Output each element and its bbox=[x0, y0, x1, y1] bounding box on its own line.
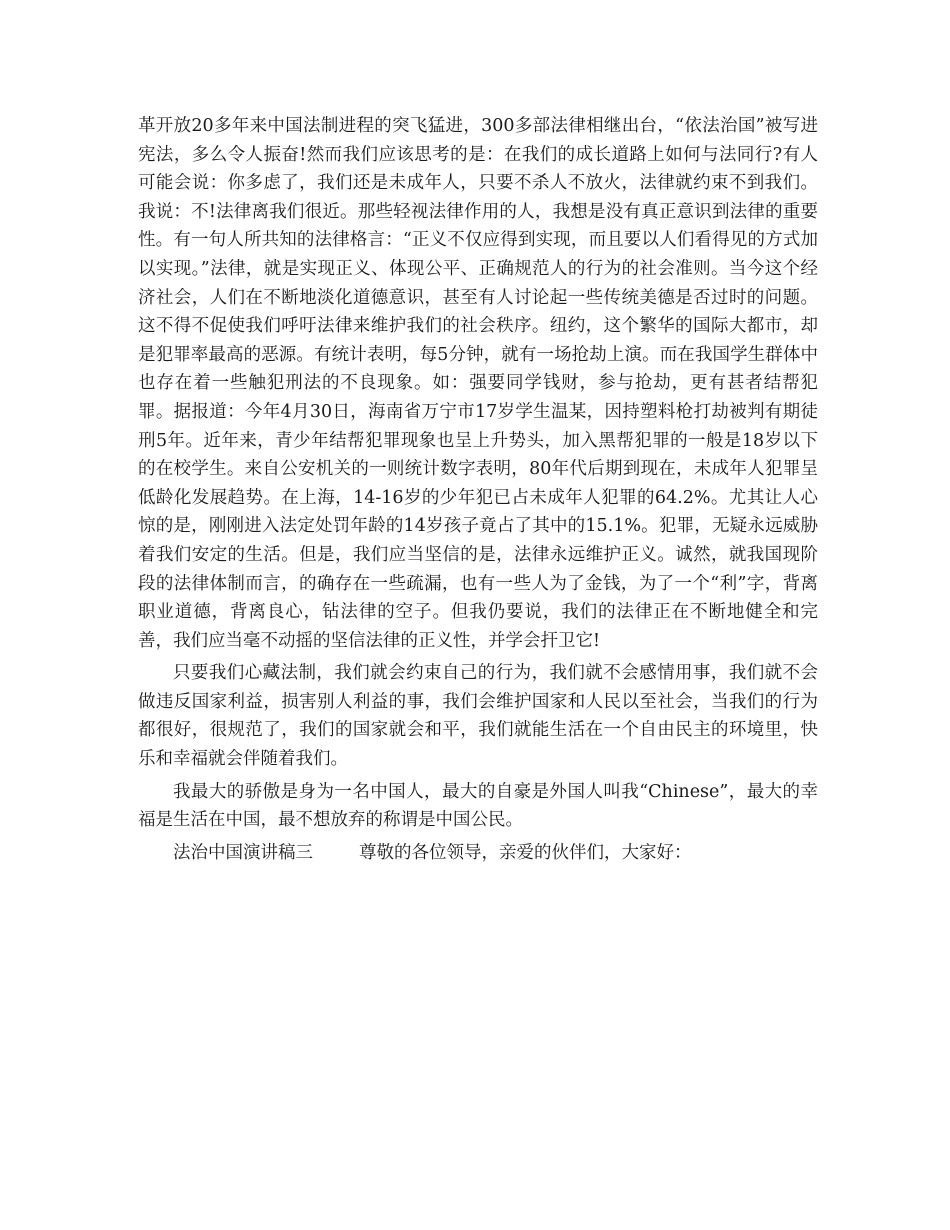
paragraph-1: 革开放20多年来中国法制进程的突飞猛进，300多部法律相继出台，“依法治国”被写进宪法，多么令人振奋!然而我们应该思考的是：在我们的成长道路上如何与法同行?有人可能会说：你多虑了，我们还是未成年人，只要不杀人不放火，法律就约束不到我们。我说：不!法律离我们很近。那些轻视法律作用的人，我想是没有真正意识到法律的重要性。有一句人所共知的法律格言：“正义不仅应得到实现，而且要以人们看得见的方式加以实现。”法律，就是实现正义、体现公平、正确规范人的行为的社会准则。当今这个经济社会，人们在不断地淡化道德意识，甚至有人讨论起一些传统美德是否过时的问题。这不得不促使我们呼吁法律来维护我们的社会秩序。纽约，这个繁华的国际大都市，却是犯罪率最高的恶源。有统计表明，每5分钟，就有一场抢劫上演。而在我国学生群体中也存在着一些触犯刑法的不良现象。如：强要同学钱财，参与抢劫，更有甚者结帮犯罪。据报道：今年4月30日，海南省万宁市17岁学生温某，因持塑料枪打劫被判有期徒刑5年。近年来，青少年结帮犯罪现象也呈上升势头，加入黑帮犯罪的一般是18岁以下的在校学生。来自公安机关的一则统计数字表明，80年代后期到现在，未成年人犯罪呈低龄化发展趋势。在上海，14-16岁的少年犯已占未成年人犯罪的64.2%。尤其让人心惊的是，刚刚进入法定处罚年龄的14岁孩子竟占了其中的15.1%。犯罪，无疑永远威胁着我们安定的生活。但是，我们应当坚信的是，法律永远维护正义。诚然，就我国现阶段的法律体制而言，的确存在一些疏漏，也有一些人为了金钱，为了一个“利”字，背离职业道德，背离良心，钻法律的空子。但我仍要说，我们的法律正在不断地健全和完善，我们应当毫不动摇的坚信法律的正义性，并学会扞卫它! bbox=[138, 116, 818, 651]
speech-greeting: 尊敬的各位领导，亲爱的伙伴们，大家好： bbox=[359, 842, 692, 863]
speech-heading-line bbox=[138, 839, 818, 868]
paragraph-2: 只要我们心藏法制，我们就会约束自己的行为，我们就不会感情用事，我们就不会做违反国家利益，损害别人利益的事，我们会维护国家和人民以至社会，当我们的行为都很好，很规范了，我们的国家就会和平，我们就能生活在一个自由民主的环境里，快乐和幸福就会伴随着我们。 bbox=[138, 663, 818, 770]
speech-title: 法治中国演讲稿三 bbox=[173, 842, 313, 863]
document-body bbox=[138, 112, 818, 871]
paragraph-3: 我最大的骄傲是身为一名中国人，最大的自豪是外国人叫我“Chinese”，最大的幸福是生活在中国，最不想放弃的称谓是中国公民。 bbox=[138, 781, 818, 831]
